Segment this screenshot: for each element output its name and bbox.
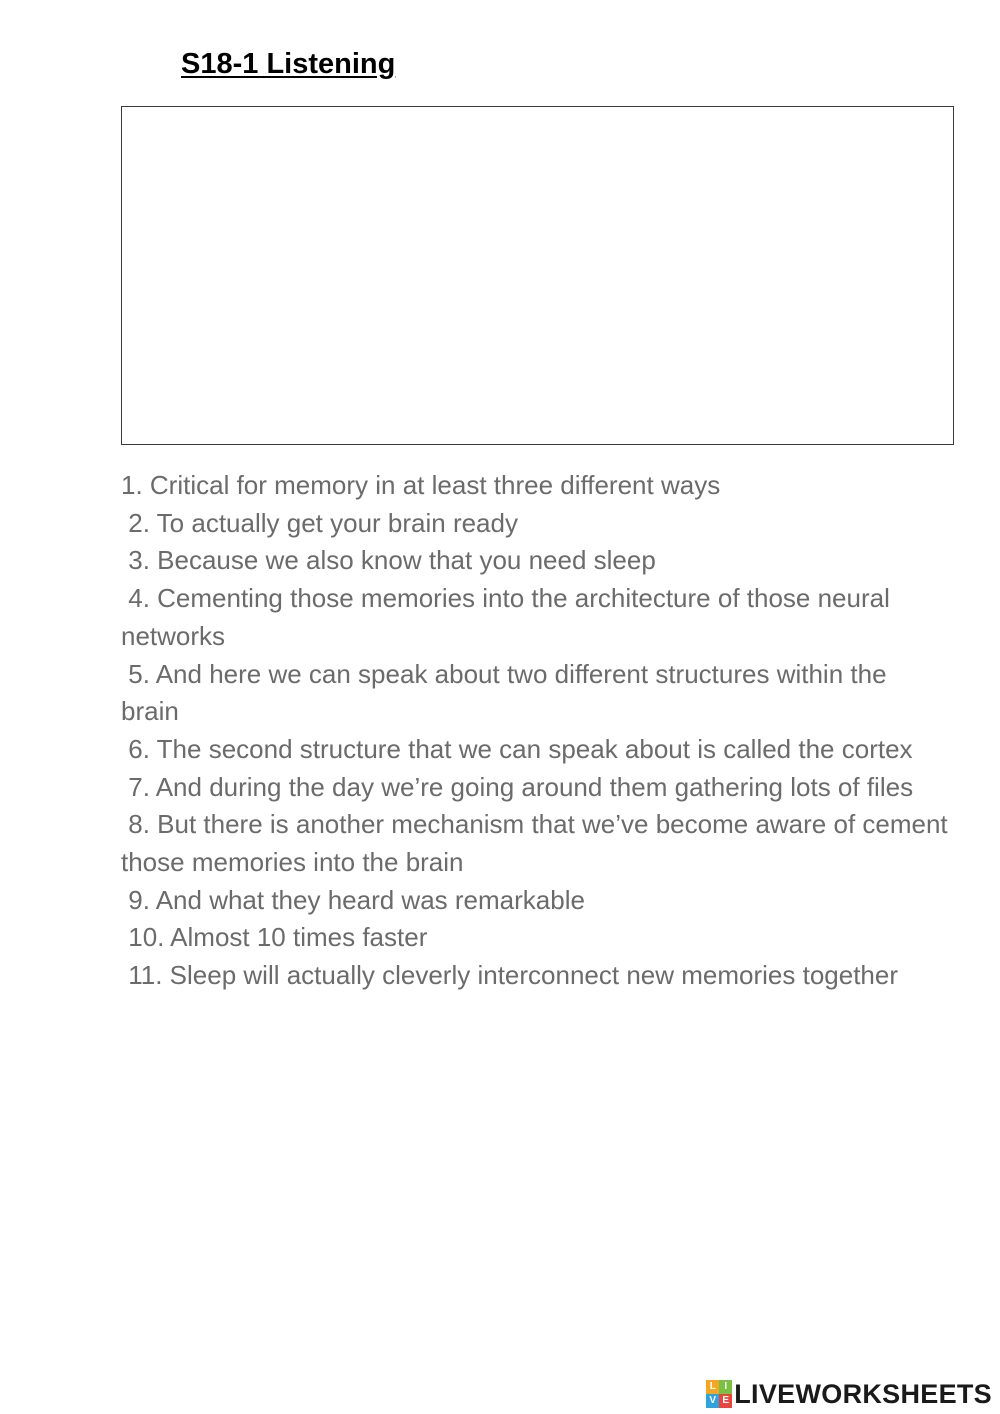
liveworksheets-logo-icon [706, 1380, 732, 1408]
logo-tile: I [719, 1380, 732, 1394]
liveworksheets-logo[interactable] [706, 1376, 992, 1412]
transcript-line: 5. And here we can speak about two different structures within the brain [121, 658, 894, 727]
logo-tile: E [719, 1394, 732, 1408]
transcript-line: 9. And what they heard was remarkable [121, 884, 585, 915]
media-placeholder-box [121, 106, 954, 445]
transcript-list [121, 467, 955, 995]
transcript-line: 8. But there is another mechanism that we’ve become aware of cement those memories into the brain [121, 809, 955, 878]
transcript-line: 4. Cementing those memories into the architecture of those neural networks [121, 583, 898, 651]
transcript-line: 7. And during the day we’re going around them gathering lots of files [121, 771, 914, 802]
transcript-line: 3. Because we also know that you need sleep [121, 545, 656, 576]
transcript-line: 11. Sleep will actually cleverly interconnect new memories together [121, 960, 899, 991]
worksheet-title: S18-1 Listening [181, 48, 396, 80]
transcript-line: 6. The second structure that we can speak about is called the cortex [121, 733, 913, 764]
logo-tile: L [706, 1380, 719, 1394]
logo-tile: V [706, 1394, 719, 1408]
transcript-line: 2. To actually get your brain ready [121, 507, 518, 538]
transcript-line: 10. Almost 10 times faster [121, 922, 428, 953]
transcript-line: 1. Critical for memory in at least three different ways [121, 470, 721, 500]
liveworksheets-brand-text: LIVEWORKSHEETS [734, 1379, 992, 1409]
